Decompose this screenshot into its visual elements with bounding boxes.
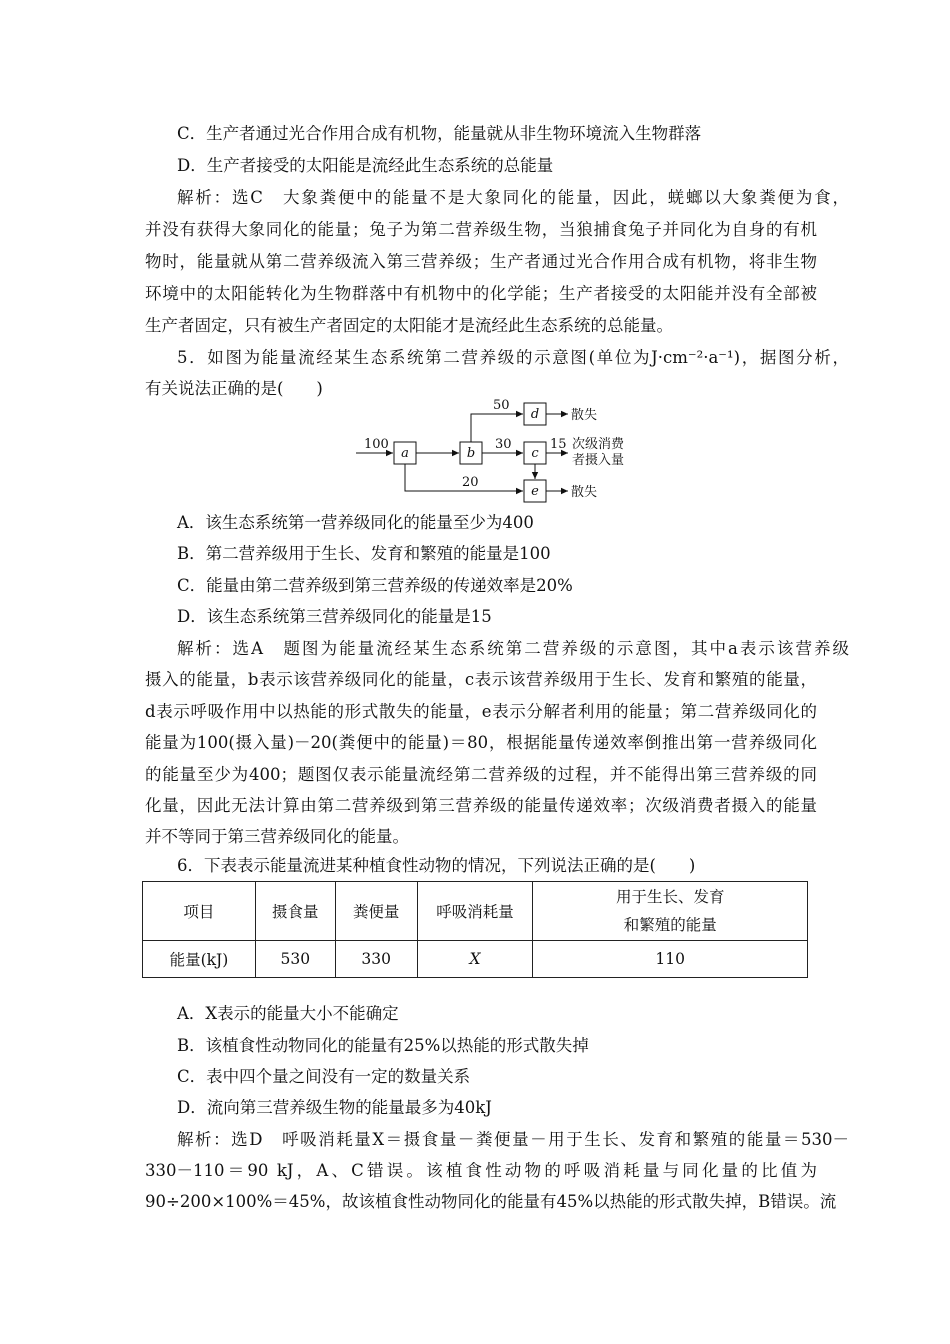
table-cell: 能量(kJ) [143,941,256,978]
value-input: 100 [364,437,389,452]
option-a-q6: A．X表示的能量大小不能确定 [177,1004,399,1023]
option-d-q5: D．该生态系统第三营养级同化的能量是15 [177,607,492,626]
explanation-q4-line2: 并没有获得大象同化的能量；兔子为第二营养级生物，当狼捕食兔子并同化为自身的有机 [145,220,817,239]
option-c-q5: C．能量由第二营养级到第三营养级的传递效率是20% [177,576,573,595]
explanation-q5-line3: d表示呼吸作用中以热能的形式散失的能量，e表示分解者利用的能量；第二营养级同化的 [145,702,817,721]
explanation-q6-line2: 330－110＝90 kJ，A、C错误。该植食性动物的呼吸消耗量与同化量的比值为 [145,1161,817,1180]
label-sanshi-bottom: 散失 [571,485,598,500]
label-next-consumer-1: 次级消费 [572,437,625,452]
energy-table [142,881,808,978]
table-cell: 330 [335,941,417,978]
table-header-line2: 和繁殖的能量 [623,916,717,934]
question-5-stem: 5．如图为能量流经某生态系统第二营养级的示意图(单位为J·cm⁻²·a⁻¹)，据图分析， [177,348,849,367]
label-next-consumer-2: 者摄入量 [572,453,625,468]
table-header-cell: 粪便量 [335,882,417,941]
explanation-q6-line3: 90÷200×100%＝45%，故该植食性动物同化的能量有45%以热能的形式散失掉，B错误。流 [145,1192,837,1211]
table-header-line1: 用于生长、发育 [615,888,725,906]
label-sanshi-top: 散失 [571,408,598,423]
option-b-q5: B．第二营养级用于生长、发育和繁殖的能量是100 [177,544,551,563]
option-d-q6: D．流向第三营养级生物的能量最多为40kJ [177,1098,492,1117]
explanation-q5-line1: 解析：选A 题图为能量流经某生态系统第二营养级的示意图，其中a表示该营养级 [177,639,849,658]
explanation-q5-line6: 化量，因此无法计算由第二营养级到第三营养级的能量传递效率；次级消费者摄入的能量 [145,796,817,815]
table-header-cell: 项目 [143,882,256,941]
table-header-cell: 摄食量 [255,882,335,941]
option-c-q6: C．表中四个量之间没有一定的数量关系 [177,1067,471,1086]
explanation-q4-line5: 生产者固定，只有被生产者固定的太阳能才是流经此生态系统的总能量。 [145,316,673,335]
table-header-cell [533,882,808,941]
explanation-q4-line4: 环境中的太阳能转化为生物群落中有机物中的化学能；生产者接受的太阳能并没有全部被 [145,284,817,303]
explanation-q5-line4: 能量为100(摄入量)－20(粪便中的能量)＝80，根据能量传递效率倒推出第一营养级同化 [145,733,817,752]
value-b-c: 30 [495,437,512,452]
node-b-label: b [466,446,476,461]
explanation-q4-line3: 物时，能量就从第二营养级流入第三营养级；生产者通过光合作用合成有机物，将非生物 [145,252,817,271]
question-5-stem-line2: 有关说法正确的是( ) [145,379,323,398]
option-b-q6: B．该植食性动物同化的能量有25%以热能的形式散失掉 [177,1036,589,1055]
explanation-q6-line1: 解析：选D 呼吸消耗量X＝摄食量－粪便量－用于生长、发育和繁殖的能量＝530－ [177,1130,849,1149]
explanation-q4-line1: 解析：选C 大象粪便中的能量不是大象同化的能量，因此，蜣螂以大象粪便为食， [177,188,849,207]
node-a-label: a [401,446,409,461]
table-row [143,941,808,978]
explanation-q5-line2: 摄入的能量，b表示该营养级同化的能量，c表示该营养级用于生长、发育和繁殖的能量， [145,670,817,689]
value-b-d: 50 [493,398,510,413]
table-cell: 110 [533,941,808,978]
explanation-q5-line7: 并不等同于第三营养级同化的能量。 [145,827,409,846]
node-e-label: e [531,484,539,499]
table-cell: 530 [255,941,335,978]
question-6-stem: 6．下表表示能量流进某种植食性动物的情况，下列说法正确的是( ) [177,856,696,875]
value-c-out: 15 [550,437,567,452]
table-cell: X [417,941,533,978]
explanation-q5-line5: 的能量至少为400；题图仅表示能量流经第二营养级的过程，并不能得出第三营养级的同 [145,765,817,784]
node-d-label: d [530,407,540,422]
table-header-row [143,882,808,941]
option-c-q4: C．生产者通过光合作用合成有机物，能量就从非生物环境流入生物群落 [177,124,702,143]
table-header-cell: 呼吸消耗量 [417,882,533,941]
node-c-label: c [531,446,539,461]
option-d-q4: D．生产者接受的太阳能是流经此生态系统的总能量 [177,156,554,175]
value-a-e: 20 [462,475,479,490]
option-a-q5: A．该生态系统第一营养级同化的能量至少为400 [177,513,534,532]
energy-flow-diagram [350,396,650,514]
